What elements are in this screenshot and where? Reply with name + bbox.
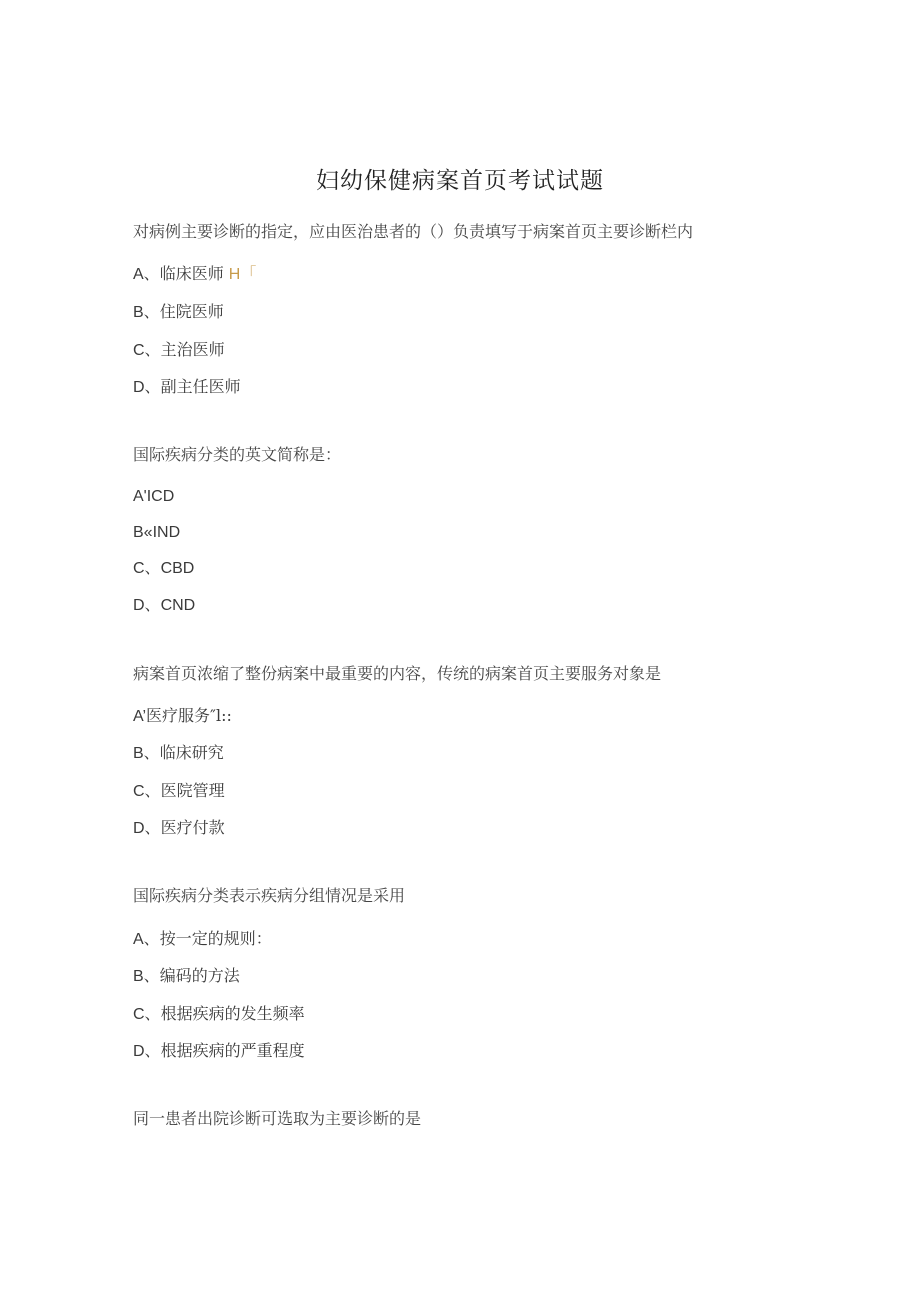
option-letter: A'	[133, 488, 147, 505]
option-letter: D、	[133, 597, 161, 614]
option-mark: H「	[228, 266, 257, 283]
option-a	[133, 929, 272, 950]
option-text: 根据疾病的严重程度	[160, 1041, 305, 1060]
question-stem: 国际疾病分类表示疾病分组情况是采用	[133, 886, 406, 905]
question-stem: 同一患者出院诊断可选取为主要诊断的是	[133, 1109, 422, 1128]
option-letter: C、	[133, 1006, 161, 1023]
option-text: 副主任医师	[160, 377, 241, 396]
option-letter: C、	[133, 783, 161, 800]
option-text: 医疗付款	[160, 818, 225, 837]
option-letter: D、	[133, 1043, 161, 1060]
option-text: 按一定的规则：	[159, 929, 272, 948]
option-letter: D、	[133, 820, 161, 837]
option-c	[133, 1004, 305, 1025]
option-c	[133, 340, 225, 361]
option-letter: D、	[133, 379, 161, 396]
question-stem: 对病例主要诊断的指定，应由医治患者的（）负责填写于病案首页主要诊断栏内	[133, 222, 694, 241]
option-text: 医院管理	[160, 781, 225, 800]
document-title: 妇幼保健病案首页考试试题	[316, 168, 604, 194]
question-stem: 病案首页浓缩了整份病案中最重要的内容，传统的病案首页主要服务对象是	[133, 664, 662, 683]
option-c	[133, 558, 194, 579]
option-letter: A、	[133, 931, 160, 948]
option-a	[133, 706, 232, 727]
option-text: 临床医师	[159, 264, 224, 283]
option-text: 根据疾病的发生频率	[160, 1004, 305, 1023]
option-d	[133, 818, 225, 839]
option-letter: B、	[133, 304, 160, 321]
option-d	[133, 377, 241, 398]
option-d	[133, 595, 195, 616]
option-b	[133, 743, 224, 764]
option-text: CBD	[160, 560, 195, 577]
option-b	[133, 302, 224, 323]
option-text: CND	[160, 597, 196, 614]
option-d	[133, 1041, 305, 1062]
option-b	[133, 966, 240, 987]
option-a	[133, 264, 256, 285]
option-text: IND	[152, 524, 181, 541]
option-text: 医疗服务″l::	[146, 706, 232, 725]
option-letter: B、	[133, 745, 160, 762]
option-text: ICD	[146, 488, 175, 505]
option-letter: C、	[133, 560, 161, 577]
option-text: 住院医师	[159, 302, 224, 321]
option-text: 主治医师	[160, 340, 225, 359]
option-letter: C、	[133, 342, 161, 359]
option-a	[133, 486, 174, 507]
option-letter: A’	[133, 708, 147, 725]
option-letter: B、	[133, 968, 160, 985]
option-c	[133, 781, 225, 802]
question-stem: 国际疾病分类的英文简称是：	[133, 445, 342, 464]
option-b	[133, 522, 180, 543]
option-text: 临床研究	[159, 743, 224, 762]
option-letter: A、	[133, 266, 160, 283]
option-letter: B«	[133, 524, 153, 541]
option-text: 编码的方法	[159, 966, 240, 985]
